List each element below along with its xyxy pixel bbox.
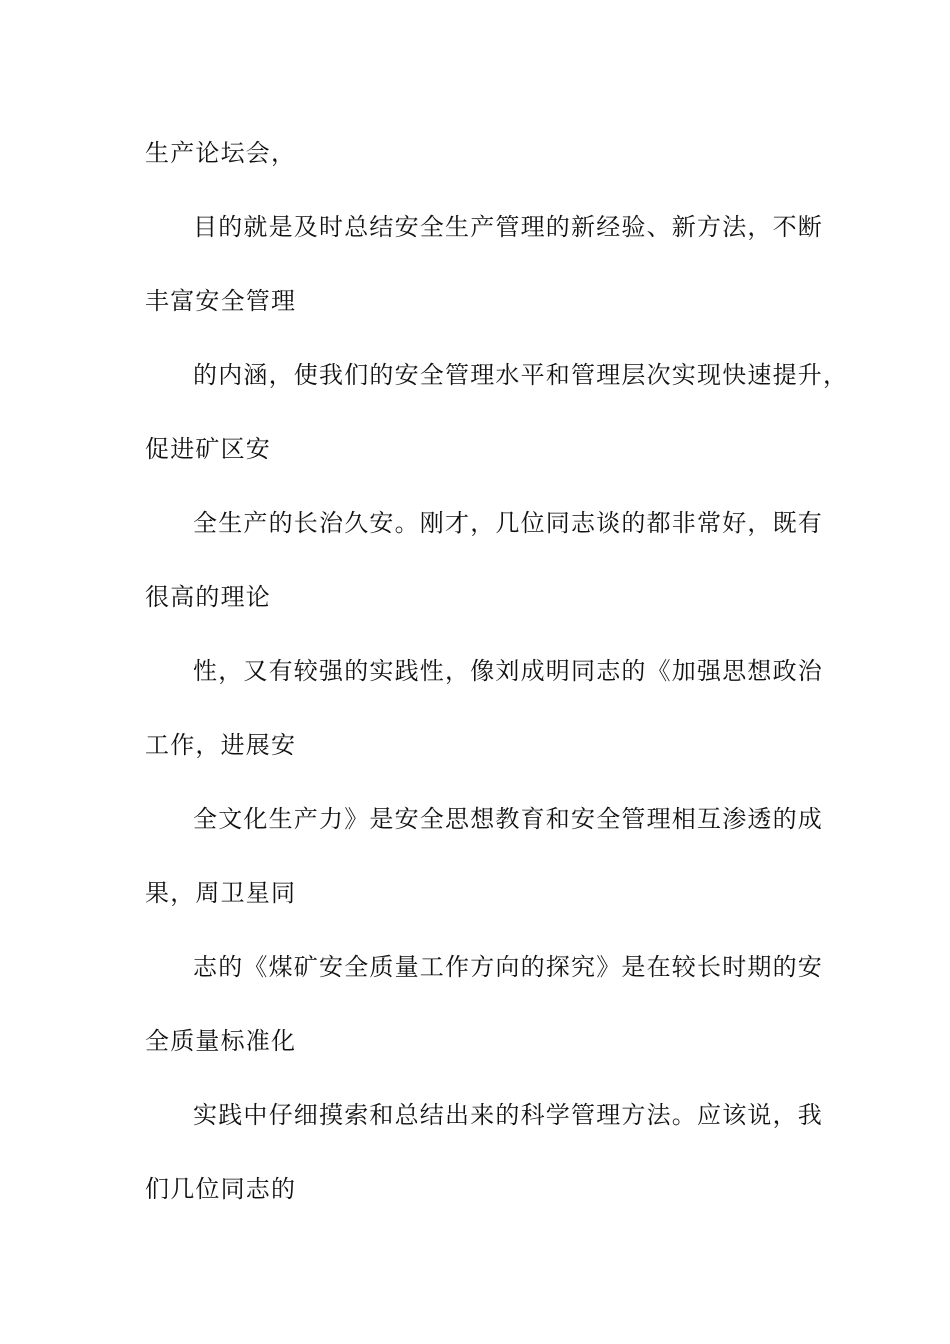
text-line-6: 全生产的长治久安。刚才，几位同志谈的都非常好，既有 [193,509,823,537]
text-line-7: 很高的理论 [145,583,271,611]
text-line-1: 生产论坛会， [145,139,297,167]
text-line-15: 们几位同志的 [145,1175,297,1203]
text-line-13: 全质量标准化 [145,1027,297,1055]
text-line-2: 目的就是及时总结安全生产管理的新经验、新方法，不断 [193,213,823,241]
text-line-5: 促进矿区安 [145,435,271,463]
text-line-11: 果，周卫星同 [145,879,297,907]
text-line-12: 志的《煤矿安全质量工作方向的探究》是在较长时期的安 [193,953,823,981]
text-line-4: 的内涵，使我们的安全管理水平和管理层次实现快速提升， [193,361,849,389]
text-line-8: 性，又有较强的实践性，像刘成明同志的《加强思想政治 [193,657,823,685]
text-line-14: 实践中仔细摸索和总结出来的科学管理方法。应该说，我 [193,1101,823,1129]
text-line-3: 丰富安全管理 [145,287,297,315]
text-line-10: 全文化生产力》是安全思想教育和安全管理相互渗透的成 [193,805,823,833]
text-line-9: 工作，进展安 [145,731,297,759]
